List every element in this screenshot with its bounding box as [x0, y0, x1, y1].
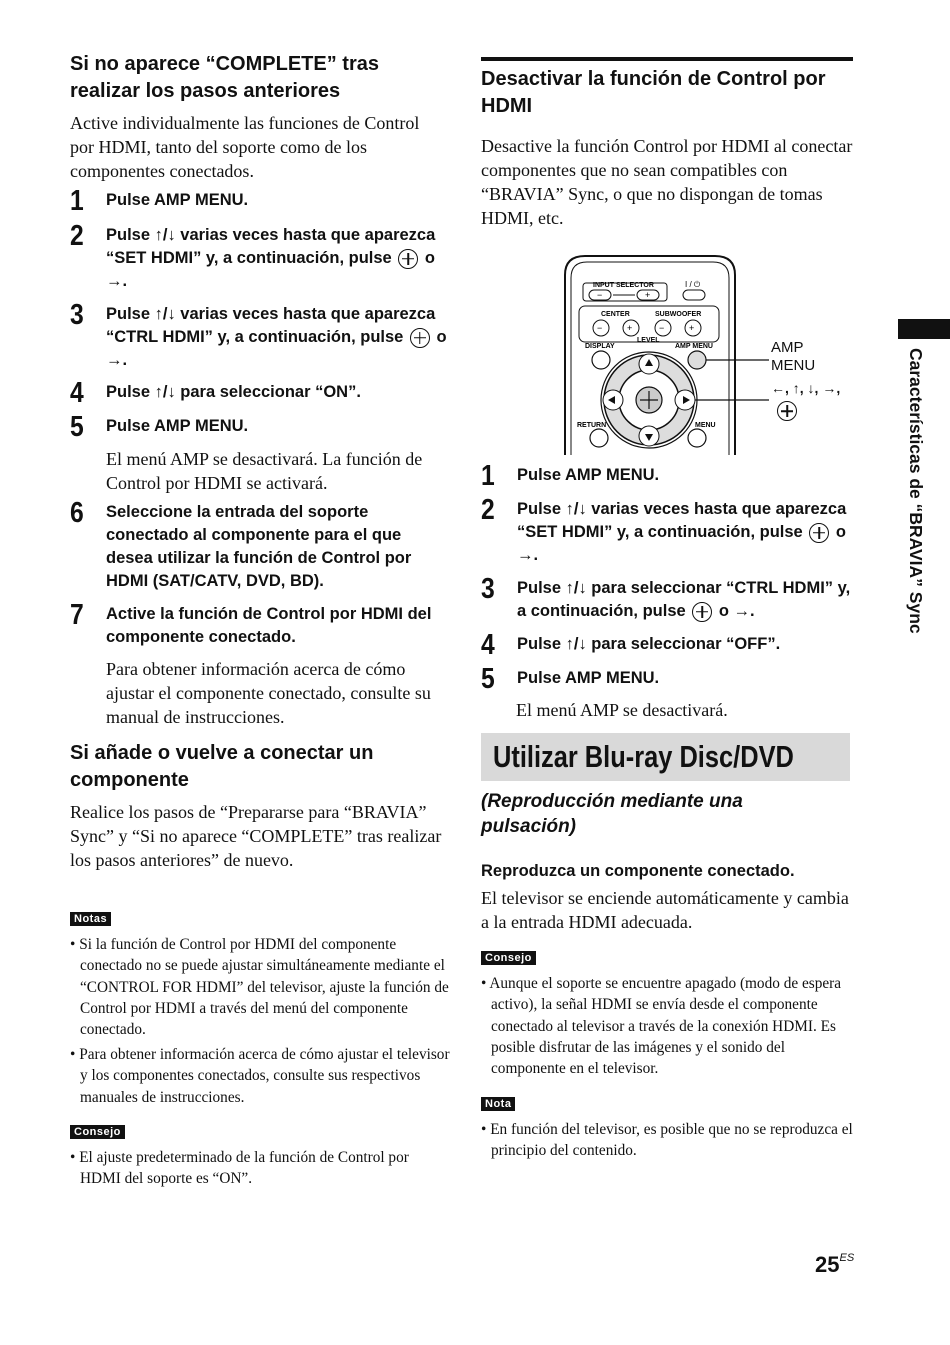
left-step-5: [70, 413, 450, 442]
input-selector-label: INPUT SELECTOR: [593, 282, 654, 289]
side-tab-label: Características de “BRAVIA” Sync: [906, 348, 926, 634]
tip-badge: Consejo: [70, 1125, 125, 1139]
subwoofer-label: SUBWOOFER: [655, 311, 702, 318]
step-number: 4: [481, 629, 495, 661]
step-number: 5: [481, 663, 495, 695]
amp-menu-small-label: AMP MENU: [675, 343, 713, 350]
bold-instruction: Reproduzca un componente conectado.: [481, 862, 795, 880]
callout-amp-menu: AMP MENU: [771, 339, 816, 374]
left-step-6: [70, 499, 450, 593]
svg-text:−: −: [659, 323, 665, 333]
callout-arrow-keys: ←, ↑, ↓, →,: [771, 380, 841, 396]
step-text: Pulse AMP MENU.: [106, 417, 249, 435]
menu-label: MENU: [695, 422, 716, 429]
enter-button-icon: [777, 401, 797, 421]
enter-button-icon: [398, 249, 418, 269]
enter-button-icon: [809, 523, 829, 543]
step-text: Pulse ↑/↓ varias veces hasta que aparezca “SET HDMI” y, a continuación, pulse o →.: [106, 226, 436, 290]
left-step-4: [70, 379, 450, 408]
right-step-2: [481, 496, 861, 567]
note-item: • En función del televisor, es posible que no se reproduzca el principio del contenido.: [481, 1121, 853, 1160]
banner-title: Utilizar Blu-ray Disc/DVD: [493, 739, 794, 774]
section-heading-disable-hdmi: Desactivar la función de Control por HDMI: [481, 68, 826, 117]
step-description: El menú AMP se desactivará. La función de Control por HDMI se activará.: [106, 449, 423, 493]
step-description: El menú AMP se desactivará.: [516, 700, 728, 720]
section-heading-reconnect: Si añade o vuelve a conectar un componente: [70, 742, 374, 791]
power-button: [683, 290, 705, 300]
step-number: 1: [70, 185, 84, 217]
tip-item: • El ajuste predeterminado de la función de Control por HDMI del soporte es “ON”.: [70, 1149, 409, 1188]
left-step-7: [70, 601, 450, 649]
right-step-5: [481, 665, 861, 694]
step-number: 3: [481, 573, 495, 605]
power-label: I / ⏻: [685, 280, 701, 289]
step-text: Active la función de Control por HDMI del componente conectado.: [106, 605, 432, 646]
step-number: 4: [70, 377, 84, 409]
one-touch-paragraph: El televisor se enciende automáticamente y cambia a la entrada HDMI adecuada.: [481, 888, 849, 932]
return-label: RETURN: [577, 422, 607, 429]
section-heading-not-complete: Si no aparece “COMPLETE” tras realizar los pasos anteriores: [70, 53, 379, 102]
step-number: 2: [70, 220, 84, 252]
right-step-4: [481, 631, 861, 660]
step-number: 1: [481, 460, 495, 492]
amp-menu-button: [688, 351, 706, 369]
svg-text:−: −: [597, 290, 603, 300]
section-rule: [481, 57, 853, 61]
disable-intro: Desactive la función Control por HDMI al conectar componentes que no sean compatibles con “BRAVIA” Sync, o que no dispongan de tomas HDMI, etc.: [481, 136, 853, 228]
note-item: • Si la función de Control por HDMI del componente conectado no se puede ajustar simultáneamente mediante el “CONTROL FOR HDMI” del televisor, ajuste la función de Control por HDMI a través del menú del componente conectado.: [70, 936, 449, 1039]
tip-item: • Aunque el soporte se encuentre apagado (modo de espera activo), la señal HDMI se envía desde el componente conectado al televisor a través de la conexión HDMI. Es posible disfrutar de las imágenes y el sonido del componente en el televisor.: [481, 975, 842, 1078]
left-step-3: [70, 301, 450, 372]
step-text: Pulse ↑/↓ para seleccionar “OFF”.: [517, 635, 781, 653]
step-text: Pulse AMP MENU.: [106, 191, 249, 209]
step-text: Pulse ↑/↓ varias veces hasta que aparezca “CTRL HDMI” y, a continuación, pulse o →.: [106, 305, 447, 369]
enter-button-icon: [410, 328, 430, 348]
right-step-1: [481, 462, 861, 491]
center-label: CENTER: [601, 311, 630, 318]
step-text: Pulse AMP MENU.: [517, 669, 660, 687]
step-number: 3: [70, 299, 84, 331]
display-label: DISPLAY: [585, 343, 615, 350]
step-number: 7: [70, 599, 84, 631]
intro-paragraph: Active individualmente las funciones de Control por HDMI, tanto del soporte como de los componentes conectados.: [70, 113, 420, 181]
page-number: $25^{ES}$: [815, 1252, 855, 1277]
left-step-1: [70, 187, 450, 216]
note-badge: Nota: [481, 1097, 515, 1111]
enter-button-icon: [692, 602, 712, 622]
section-banner: [481, 733, 850, 781]
step-text: Seleccione la entrada del soporte conectado al componente para el que desea utilizar la función de Control por HDMI (SAT/CATV, DVD, BD).: [106, 503, 412, 590]
left-step-2: [70, 222, 450, 293]
step-text: Pulse ↑/↓ varias veces hasta que aparezca “SET HDMI” y, a continuación, pulse o →.: [517, 500, 847, 564]
step-text: Pulse ↑/↓ para seleccionar “ON”.: [106, 383, 361, 401]
level-label: LEVEL: [637, 337, 660, 344]
svg-text:+: +: [645, 290, 651, 300]
svg-text:+: +: [689, 323, 695, 333]
svg-text:+: +: [627, 323, 633, 333]
tip-badge: Consejo: [481, 951, 536, 965]
step-description: Para obtener información acerca de cómo ajustar el componente conectado, consulte su manual de instrucciones.: [106, 659, 431, 727]
step-number: 5: [70, 411, 84, 443]
note-item: • Para obtener información acerca de cómo ajustar el televisor y los componentes conectados, consulte sus respectivos manuales de instrucciones.: [70, 1046, 450, 1106]
step-text: Pulse ↑/↓ para seleccionar “CTRL HDMI” y, a continuación, pulse o →.: [517, 579, 851, 620]
notes-badge: Notas: [70, 912, 111, 926]
one-touch-subheading: (Reproducción mediante una pulsación): [481, 791, 743, 837]
step-number: 6: [70, 497, 84, 529]
svg-text:−: −: [597, 323, 603, 333]
reconnect-paragraph: Realice los pasos de “Prepararse para “BRAVIA” Sync” y “Si no aparece “COMPLETE” tras realizar los pasos anteriores” de nuevo.: [70, 802, 442, 870]
right-step-3: [481, 575, 861, 623]
step-text: Pulse AMP MENU.: [517, 466, 660, 484]
step-number: 2: [481, 494, 495, 526]
side-tab-marker: [898, 319, 950, 339]
